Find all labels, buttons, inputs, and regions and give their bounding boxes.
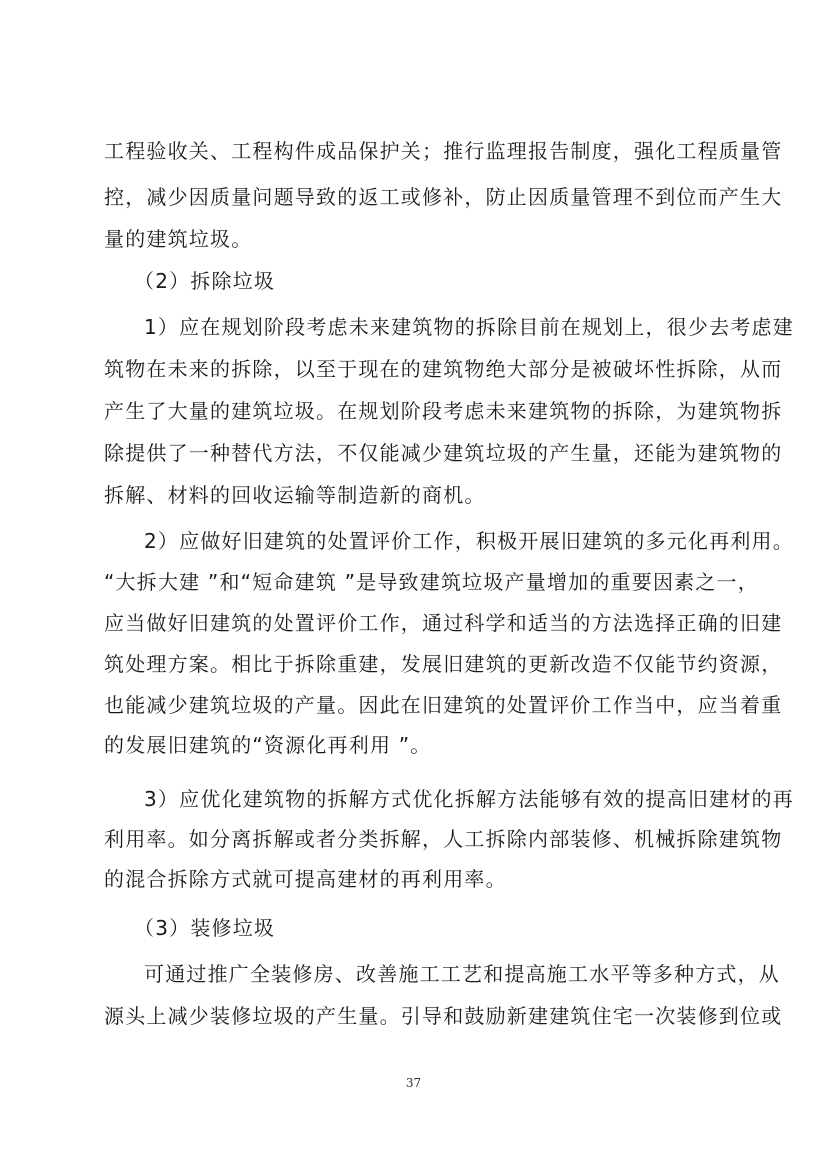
paragraph-line: 2）应做好旧建筑的处置评价工作，积极开展旧建筑的多元化再利用。: [144, 529, 794, 553]
paragraph-line: 量的建筑垃圾。: [104, 227, 253, 251]
paragraph-line: 应当做好旧建筑的处置评价工作，通过科学和适当的方法选择正确的旧建: [104, 611, 783, 635]
paragraph-line: 筑物在未来的拆除，以至于现在的建筑物绝大部分是被破坏性拆除，从而: [104, 357, 783, 381]
paragraph-line: 也能减少建筑垃圾的产量。因此在旧建筑的处置评价工作当中，应当着重: [104, 693, 783, 717]
paragraph-line: 产生了大量的建筑垃圾。在规划阶段考虑未来建筑物的拆除，为建筑物拆: [104, 399, 783, 423]
paragraph-line: 除提供了一种替代方法，不仅能减少建筑垃圾的产生量，还能为建筑物的: [104, 441, 783, 465]
paragraph-line: 可通过推广全装修房、改善施工工艺和提高施工水平等多种方式，从: [144, 962, 780, 986]
paragraph-line: 3）应优化建筑物的拆解方式优化拆解方法能够有效的提高旧建材的再: [144, 787, 794, 811]
paragraph-line: 工程验收关、工程构件成品保护关；推行监理报告制度，强化工程质量管: [104, 139, 783, 163]
paragraph-line: “大拆大建 ”和“短命建筑 ”是导致建筑垃圾产量增加的重要因素之一，: [104, 570, 759, 594]
paragraph-line: 控，减少因质量问题导致的返工或修补，防止因质量管理不到位而产生大: [104, 185, 783, 209]
paragraph-line: 的发展旧建筑的“资源化再利用 ”。: [104, 733, 432, 757]
section-heading: （3）装修垃圾: [134, 916, 276, 940]
paragraph-line: 筑处理方案。相比于拆除重建，发展旧建筑的更新改造不仅能节约资源，: [104, 652, 783, 676]
section-heading: （2）拆除垃圾: [134, 269, 276, 293]
page-number: 37: [405, 1076, 422, 1090]
paragraph-line: 拆解、材料的回收运输等制造新的商机。: [104, 483, 486, 507]
paragraph-line: 利用率。如分离拆解或者分类拆解，人工拆除内部装修、机械拆除建筑物: [104, 827, 783, 851]
paragraph-line: 的混合拆除方式就可提高建材的再利用率。: [104, 867, 507, 891]
paragraph-line: 源头上减少装修垃圾的产生量。引导和鼓励新建建筑住宅一次装修到位或: [104, 1004, 783, 1028]
paragraph-line: 1）应在规划阶段考虑未来建筑物的拆除目前在规划上，很少去考虑建: [144, 315, 794, 339]
